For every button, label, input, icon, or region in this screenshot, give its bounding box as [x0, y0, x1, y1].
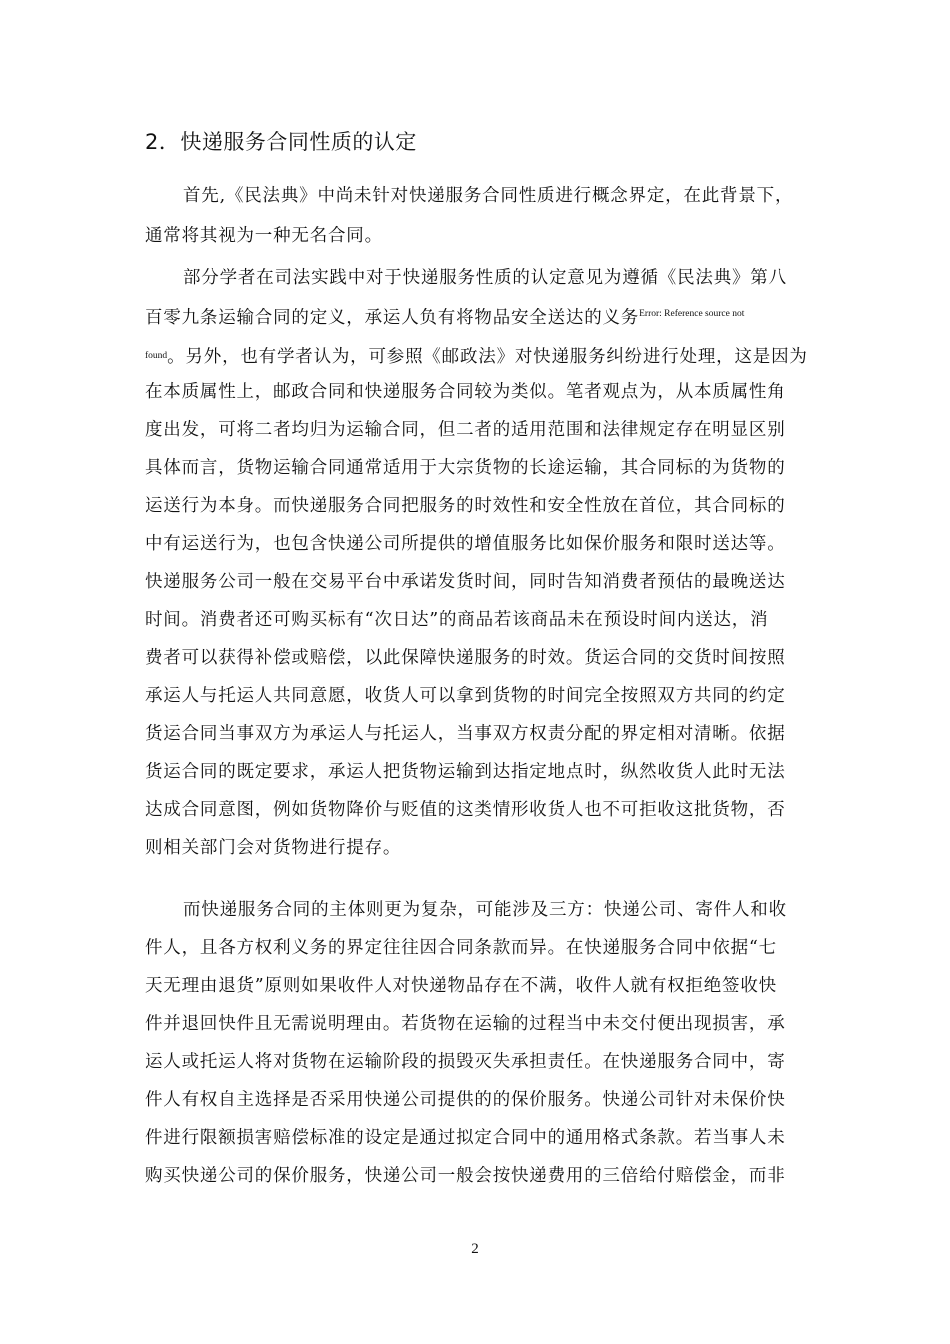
- paragraph-line: 件进行限额损害赔偿标准的设定是通过拟定合同中的通用格式条款。若当事人未: [145, 1128, 786, 1148]
- paragraph-text: 百零九条运输合同的定义，承运人负有将物品安全送达的义务: [145, 308, 640, 328]
- paragraph-line: 货运合同当事双方为承运人与托运人，当事双方权责分配的界定相对清晰。依据: [145, 724, 786, 744]
- paragraph-line: 运人或托运人将对货物在运输阶段的损毁灭失承担责任。在快递服务合同中，寄: [145, 1052, 786, 1072]
- page-number: 2: [471, 1241, 479, 1257]
- paragraph-line: 购买快递公司的保价服务，快递公司一般会按快递费用的三倍给付赔偿金，而非: [145, 1166, 786, 1186]
- paragraph-line: 中有运送行为，也包含快递公司所提供的增值服务比如保价服务和限时送达等。: [145, 534, 786, 554]
- paragraph-line: 首先,《民法典》中尚未针对快递服务合同性质进行概念界定，在此背景下，: [183, 186, 794, 206]
- paragraph-line: 货运合同的既定要求，承运人把货物运输到达指定地点时，纵然收货人此时无法: [145, 762, 786, 782]
- section-heading: 2．快递服务合同性质的认定: [145, 130, 417, 154]
- paragraph-text: 。另外，也有学者认为，可参照《邮政法》对快递服务纠纷进行处理，这是因为: [167, 347, 808, 367]
- paragraph-line: 费者可以获得补偿或赔偿，以此保障快递服务的时效。货运合同的交货时间按照: [145, 648, 786, 668]
- paragraph-line-with-reference: [145, 302, 805, 330]
- paragraph-line: 承运人与托运人共同意愿，收货人可以拿到货物的时间完全按照双方共同的约定: [145, 686, 786, 706]
- reference-error-marker: Error: Reference source not: [639, 309, 745, 319]
- paragraph-line: 快递服务公司一般在交易平台中承诺发货时间，同时告知消费者预估的最晚送达: [145, 572, 786, 592]
- paragraph-line: 运送行为本身。而快递服务合同把服务的时效性和安全性放在首位，其合同标的: [145, 496, 786, 516]
- paragraph-line: 时间。消费者还可购买标有“次日达”的商品若该商品未在预设时间内送达，消: [145, 610, 769, 630]
- paragraph-line: 件并退回快件且无需说明理由。若货物在运输的过程当中未交付便出现损害，承: [145, 1014, 786, 1034]
- paragraph-line: 天无理由退货”原则如果收件人对快递物品存在不满，收件人就有权拒绝签收快: [145, 976, 777, 996]
- paragraph-line: 件人有权自主选择是否采用快递公司提供的的保价服务。快递公司针对未保价快: [145, 1090, 786, 1110]
- paragraph-line: 件人，且各方权利义务的界定往往因合同条款而异。在快递服务合同中依据“七: [145, 938, 777, 958]
- paragraph-line: 部分学者在司法实践中对于快递服务性质的认定意见为遵循《民法典》第八: [183, 268, 787, 288]
- paragraph-line: 达成合同意图，例如货物降价与贬值的这类情形收货人也不可拒收这批货物，否: [145, 800, 786, 820]
- paragraph-line: 具体而言，货物运输合同通常适用于大宗货物的长途运输，其合同标的为货物的: [145, 458, 786, 478]
- paragraph-line-with-reference: [145, 344, 808, 369]
- paragraph-line: 而快递服务合同的主体则更为复杂，可能涉及三方：快递公司、寄件人和收: [183, 900, 787, 920]
- paragraph-line: 则相关部门会对货物进行提存。: [145, 838, 402, 858]
- paragraph-line: 通常将其视为一种无名合同。: [145, 226, 383, 246]
- paragraph-line: 度出发，可将二者均归为运输合同，但二者的适用范围和法律规定存在明显区别: [145, 420, 786, 440]
- paragraph-line: 在本质属性上，邮政合同和快递服务合同较为类似。笔者观点为，从本质属性角: [145, 382, 786, 402]
- reference-error-marker-continued: found: [145, 351, 168, 361]
